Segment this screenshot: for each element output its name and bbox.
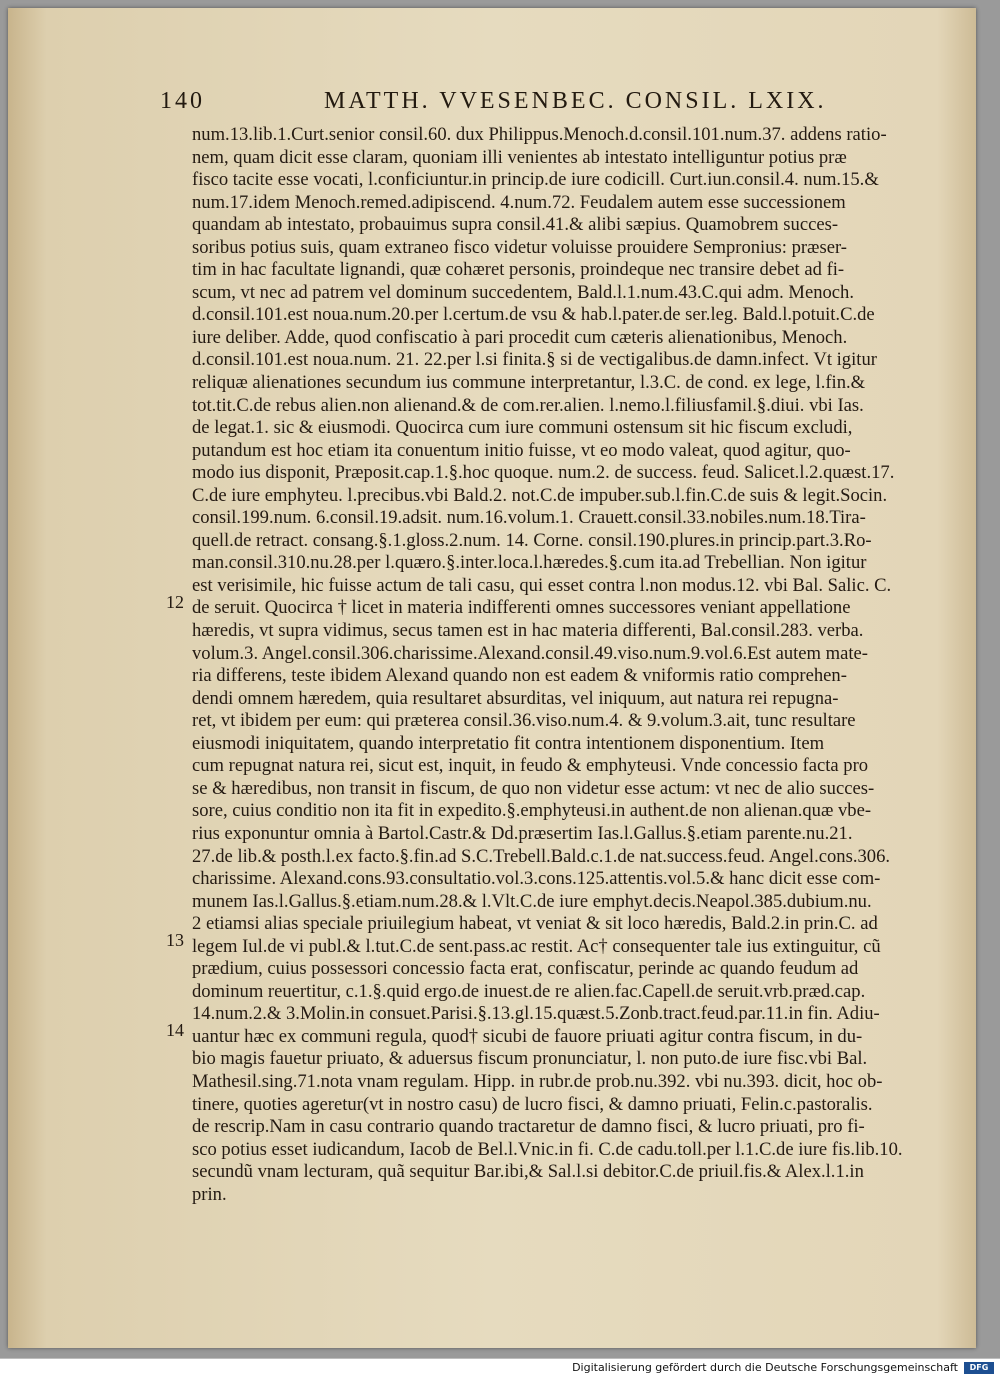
text-line: man.consil.310.nu.28.per l.quæro.§.inter.loca.l.hæredes.§.cum ita.ad Trebellian. Non igitur xyxy=(192,552,867,574)
text-line: est verisimile, hic fuisse actum de tali casu, qui esset contra l.non modus.12. vbi Bal. Salic. C. xyxy=(192,574,892,596)
text-line: se & hæredibus, non transit in fiscum, de quo non videtur esse actum: vt nec de alio succes- xyxy=(192,777,875,799)
text-line: num.13.lib.1.Curt.senior consil.60. dux Philippus.Menoch.d.consil.101.num.37. addens ratio- xyxy=(192,124,887,145)
text-line: 2 etiamsi alias speciale priuilegium habeat, vt veniat & sit loco hæredis, Bald.2.in prin.C. ad xyxy=(192,913,878,935)
text-line: modo ius disponit, Præposit.cap.1.§.hoc quoque. num.2. de success. feud. Salicet.l.2.quæst.17. xyxy=(192,462,895,484)
text-line: quell.de retract. consang.§.1.gloss.2.num. 14. Corne. consil.190.plures.in princip.part.3.Ro- xyxy=(192,529,872,551)
text-line: secundũ vnam lecturam, quã sequitur Bar.ibi,& Sal.l.si debitor.C.de priuil.fis.& Alex.l.1.in xyxy=(192,1161,864,1183)
funding-note: Digitalisierung gefördert durch die Deutsche Forschungsgemeinschaft xyxy=(572,1361,958,1374)
text-line: sco potius esset iudicandum, Iacob de Bel.l.Vnic.in fi. C.de cadu.toll.per l.1.C.de iure fis.lib.10. xyxy=(192,1138,903,1160)
text-line: 27.de lib.& posth.l.ex facto.§.fin.ad S.C.Trebell.Bald.c.1.de nat.success.feud. Angel.cons.306. xyxy=(192,845,891,867)
text-line: fisco tacite esse vocati, l.conficiuntur.in princip.de iure codicill. Curt.iun.consil.4. num.15.& xyxy=(192,169,879,191)
page-number: 140 xyxy=(160,88,205,114)
text-line: scum, vt nec ad patrem vel dominum succedentem, Bald.l.1.num.43.C.qui adm. Menoch. xyxy=(192,281,855,303)
text-line: d.consil.101.est noua.num. 21. 22.per l.si finita.§ si de vectigalibus.de damn.infect. Vt igitur xyxy=(192,349,877,371)
text-line: num.17.idem Menoch.remed.adipiscend. 4.num.72. Feudalem autem esse successionem xyxy=(192,191,846,213)
text-line: tinere, quoties ageretur(vt in nostro casu) de lucro fisci, & damno priuati, Felin.c.pastoralis. xyxy=(192,1093,873,1115)
text-line: prædium, cuius possessori concessio facta erat, confiscatur, perinde ac quando feudum ad xyxy=(192,958,859,980)
text-line: munem Ias.l.Gallus.§.etiam.num.28.& l.Vlt.C.de iure emphyt.decis.Neapol.385.dubium.nu. xyxy=(192,890,872,912)
text-line: de rescrip.Nam in casu contrario quando tractaretur de damno fisci, & lucro priuati, pro fi- xyxy=(192,1116,865,1138)
margin-number: 14 xyxy=(166,1020,184,1040)
text-line: ria differens, teste ibidem Alexand quando non est eadem & vniformis ratio comprehen- xyxy=(192,665,847,687)
text-line: d.consil.101.est noua.num.20.per l.certum.de vsu & hab.l.pater.de ser.leg. Bald.l.potuit.C.de xyxy=(192,304,875,326)
text-line: C.de iure emphyteu. l.precibus.vbi Bald.2. not.C.de impuber.sub.l.fin.C.de suis & legit.Socin. xyxy=(192,484,888,506)
text-line: tot.tit.C.de rebus alien.non alienand.& de com.rer.alien. l.nemo.l.filiusfamil.§.diui. vbi Ias. xyxy=(192,394,864,416)
text-line: ret, vt ibidem per eum: qui præterea consil.36.viso.num.4. & 9.volum.3.ait, tunc resultare xyxy=(192,710,856,732)
text-line: cum repugnat natura rei, sicut est, inquit, in feudo & emphyteusi. Vnde concessio facta pro xyxy=(192,755,869,777)
text-line: consil.199.num. 6.consil.19.adsit. num.16.volum.1. Crauett.consil.33.nobiles.num.18.Tira- xyxy=(192,507,866,529)
text-line: hæredis, vt supra vidimus, secus tamen est in hac materia differenti, Bal.consil.283. verba. xyxy=(192,620,864,642)
text-line: tim in hac facultate lignandi, quæ cohæret personis, proindeque nec transire debet ad fi- xyxy=(192,259,845,281)
text-line: bio magis fauetur priuato, & aduersus fiscum pronunciatur, l. non puto.de iure fisc.vbi Bal. xyxy=(192,1048,868,1070)
running-header xyxy=(160,88,920,122)
margin-number: 13 xyxy=(166,929,184,950)
book-page xyxy=(8,8,976,1348)
text-line: dominum reuertitur, c.1.§.quid ergo.de inuest.de re alien.fac.Capell.de seruit.vrb.præd.cap. xyxy=(192,980,866,1002)
running-title: MATTH. VVESENBEC. CONSIL. LXIX. xyxy=(324,88,827,114)
footer-bar xyxy=(0,1358,1000,1377)
text-line: 14.num.2.& 3.Molin.in consuet.Parisi.§.13.gl.15.quæst.5.Zonb.tract.feud.par.11.in fin. Adiu- xyxy=(192,1003,880,1025)
text-line: sore, cuius conditio non ita fit in expedito.§.emphyteusi.in authent.de non alienan.quæ vbe- xyxy=(192,800,872,822)
text-line: de seruit. Quocirca † licet in materia indifferenti omnes successores veniant appellatione xyxy=(192,597,851,619)
text-line: eiusmodi iniquitatem, quando interpretatio fit contra intentionem disponentium. Item xyxy=(192,732,825,754)
text-line: charissime. Alexand.cons.93.consultatio.vol.3.cons.125.attentis.vol.5.& hanc dicit esse com- xyxy=(192,868,881,890)
dfg-logo: DFG xyxy=(964,1362,994,1374)
text-line: putandum est hoc etiam ita conuentum initio fuisse, vt eo modo valeat, quod agitur, quo- xyxy=(192,439,851,461)
text-line: reliquæ alienationes secundum ius commune interpretantur, l.3.C. de cond. ex lege, l.fin.& xyxy=(192,372,866,394)
text-line: uantur hæc ex communi regula, quod† sicubi de fauore priuati agitur contra fiscum, in du- xyxy=(192,1025,863,1047)
text-line: legem Iul.de vi publ.& l.tut.C.de sent.pass.ac restit. Ac† consequenter tale ius extinguitur, cũ xyxy=(192,935,881,957)
text-line: soribus potius suis, quam extraneo fisco videtur voluisse prouidere Sempronius: præser- xyxy=(192,236,847,258)
text-line: rius exponuntur omnia à Bartol.Castr.& Dd.præsertim Ias.l.Gallus.§.etiam parente.nu.21. xyxy=(192,822,853,844)
text-line: dendi omnem hæredem, quia resultaret absurditas, vel iniquum, aut natura rei repugna- xyxy=(192,687,839,709)
text-line: volum.3. Angel.consil.306.charissime.Alexand.consil.49.viso.num.9.vol.6.Est autem mate- xyxy=(192,642,868,664)
text-line: quandam ab intestato, probauimus supra consil.41.& alibi sæpius. Quamobrem succes- xyxy=(192,214,839,236)
text-line: Mathesil.sing.71.nota vnam regulam. Hipp. in rubr.de prob.nu.392. vbi nu.393. dicit, hoc ob- xyxy=(192,1070,883,1092)
text-line: prin. xyxy=(192,1183,227,1205)
text-line: iure deliber. Adde, quod confiscatio à pari procedit cum cæteris alienationibus, Menoch. xyxy=(192,326,848,348)
body-text xyxy=(192,124,965,1206)
text-line: de legat.1. sic & eiusmodi. Quocirca cum iure communi ostensum sit hic fiscum excludi, xyxy=(192,417,853,439)
text-line: nem, quam dicit esse claram, quoniam illi venientes ab intestato intelliguntur potius præ xyxy=(192,146,847,168)
margin-number: 12 xyxy=(166,591,184,612)
